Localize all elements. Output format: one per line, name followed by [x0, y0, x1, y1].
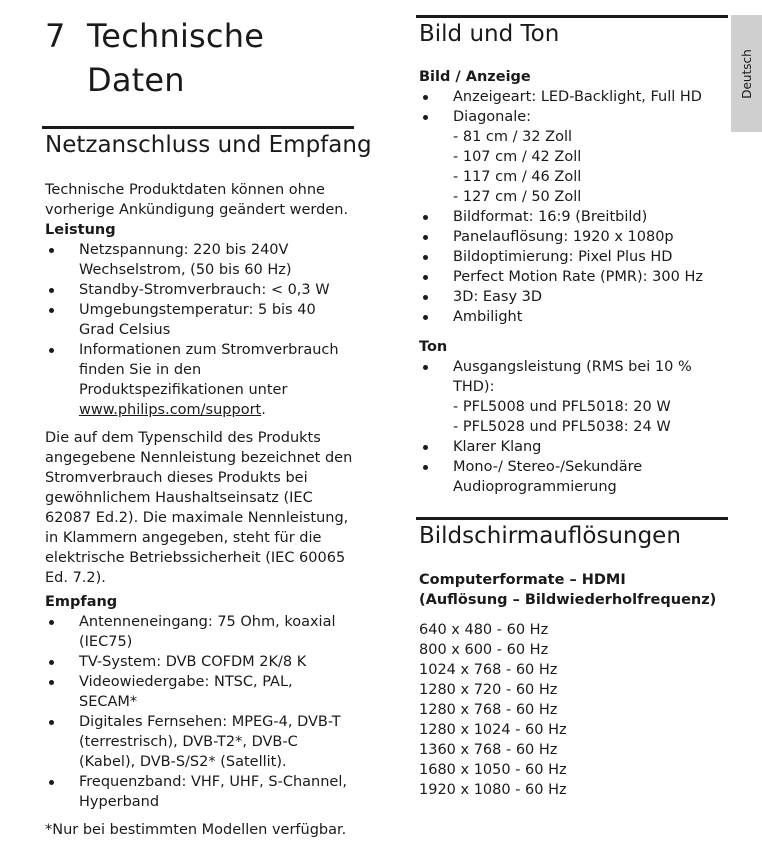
aufloesung-frequenz-label: (Auflösung – Bildwiederholfrequenz): [419, 592, 717, 608]
heading-bild-und-ton: Bild und Ton: [419, 21, 560, 47]
ausgang-value: - PFL5008 und PFL5018: 20 W: [453, 399, 671, 415]
chapter-number: 7: [45, 17, 66, 55]
ausgang-value: - PFL5028 und PFL5038: 24 W: [453, 419, 671, 435]
list-item: Bildformat: 16:9 (Breitbild): [419, 207, 731, 227]
list-item: Frequenzband: VHF, UHF, S-Channel, Hyperband: [45, 772, 355, 812]
resolution-list: [419, 620, 731, 800]
aufl-body: [419, 570, 731, 800]
diagonale-label: Diagonale:: [453, 109, 532, 125]
nennleistung-paragraph: Die auf dem Typenschild des Produkts angegebene Nennleistung bezeichnet den Stromverbrauch dieses Produkts bei gewöhnlichem Haushaltseinsatz (IEC 62087 Ed.2). Die maximale Nennleistung, in Klammern angegeben, steht für die elektrische Betriebssicherheit (IEC 60065 Ed. 7.2).: [45, 430, 353, 586]
resolution-item: 1680 x 1050 - 60 Hz: [419, 762, 567, 778]
chapter-title-line1: Technische: [87, 17, 265, 55]
resolution-item: 640 x 480 - 60 Hz: [419, 622, 549, 638]
resolution-item: 1024 x 768 - 60 Hz: [419, 662, 558, 678]
info-end: .: [261, 402, 266, 418]
netz-intro: Technische Produktdaten können ohne vorherige Ankündigung geändert werden.: [45, 182, 349, 218]
netz-body: [45, 180, 355, 840]
heading-bildschirmaufloesungen: Bildschirmauflösungen: [419, 523, 681, 549]
info-text: Informationen zum Stromverbrauch finden Sie in den Produktspezifikationen unter: [79, 342, 339, 398]
ausgang-label: Ausgangsleistung (RMS bei 10 % THD):: [453, 359, 692, 395]
bild-label: Bild / Anzeige: [419, 69, 531, 85]
list-item: Bildoptimierung: Pixel Plus HD: [419, 247, 731, 267]
section-rule-aufloesungen: [416, 517, 728, 520]
list-item: Ambilight: [419, 307, 731, 327]
diagonale-value: - 127 cm / 50 Zoll: [453, 189, 582, 205]
list-item: Perfect Motion Rate (PMR): 300 Hz: [419, 267, 731, 287]
leistung-label: Leistung: [45, 222, 116, 238]
list-item: Panelauflösung: 1920 x 1080p: [419, 227, 731, 247]
resolution-item: 1920 x 1080 - 60 Hz: [419, 782, 567, 798]
chapter-title-line2: Daten: [87, 61, 185, 99]
empfang-list: [45, 612, 355, 812]
resolution-item: 1280 x 768 - 60 Hz: [419, 702, 558, 718]
list-item-diagonale: [419, 107, 731, 207]
language-tab-label: Deutsch: [739, 48, 754, 99]
list-item: Klarer Klang: [419, 437, 731, 457]
heading-netzanschluss: Netzanschluss und Empfang: [45, 132, 372, 158]
list-item: 3D: Easy 3D: [419, 287, 731, 307]
resolution-item: 1280 x 720 - 60 Hz: [419, 682, 558, 698]
bild-body: [419, 67, 731, 497]
resolution-item: 1280 x 1024 - 60 Hz: [419, 722, 567, 738]
diagonale-value: - 81 cm / 32 Zoll: [453, 129, 573, 145]
resolution-item: 800 x 600 - 60 Hz: [419, 642, 549, 658]
bild-list: [419, 87, 731, 327]
leistung-list: [45, 240, 355, 420]
diagonale-value: - 107 cm / 42 Zoll: [453, 149, 582, 165]
language-tab: [731, 15, 762, 132]
footnote: *Nur bei bestimmten Modellen verfügbar.: [45, 822, 347, 838]
computerformate-label: Computerformate – HDMI: [419, 572, 626, 588]
philips-support-link[interactable]: www.philips.com/support: [79, 402, 262, 418]
ton-list: [419, 357, 731, 497]
ton-label: Ton: [419, 339, 448, 355]
list-item: TV-System: DVB COFDM 2K/8 K: [45, 652, 355, 672]
resolution-item: 1360 x 768 - 60 Hz: [419, 742, 558, 758]
list-item: Mono-/ Stereo-/Sekundäre Audioprogrammierung: [419, 457, 731, 497]
empfang-label: Empfang: [45, 594, 118, 610]
list-item: Anzeigeart: LED-Backlight, Full HD: [419, 87, 731, 107]
section-rule-netz: [42, 126, 354, 129]
list-item-ausgang: [419, 357, 731, 437]
list-item: Digitales Fernsehen: MPEG-4, DVB-T (terrestrisch), DVB-T2*, DVB-C (Kabel), DVB-S/S2* (Satellit).: [45, 712, 355, 772]
section-rule-bild: [416, 15, 728, 18]
list-item: Antenneneingang: 75 Ohm, koaxial (IEC75): [45, 612, 355, 652]
list-item: Netzspannung: 220 bis 240V Wechselstrom, (50 bis 60 Hz): [45, 240, 355, 280]
list-item: Videowiedergabe: NTSC, PAL, SECAM*: [45, 672, 355, 712]
list-item: Standby-Stromverbrauch: < 0,3 W: [45, 280, 355, 300]
list-item: Umgebungstemperatur: 5 bis 40 Grad Celsius: [45, 300, 355, 340]
diagonale-value: - 117 cm / 46 Zoll: [453, 169, 582, 185]
list-item-info: [45, 340, 355, 420]
